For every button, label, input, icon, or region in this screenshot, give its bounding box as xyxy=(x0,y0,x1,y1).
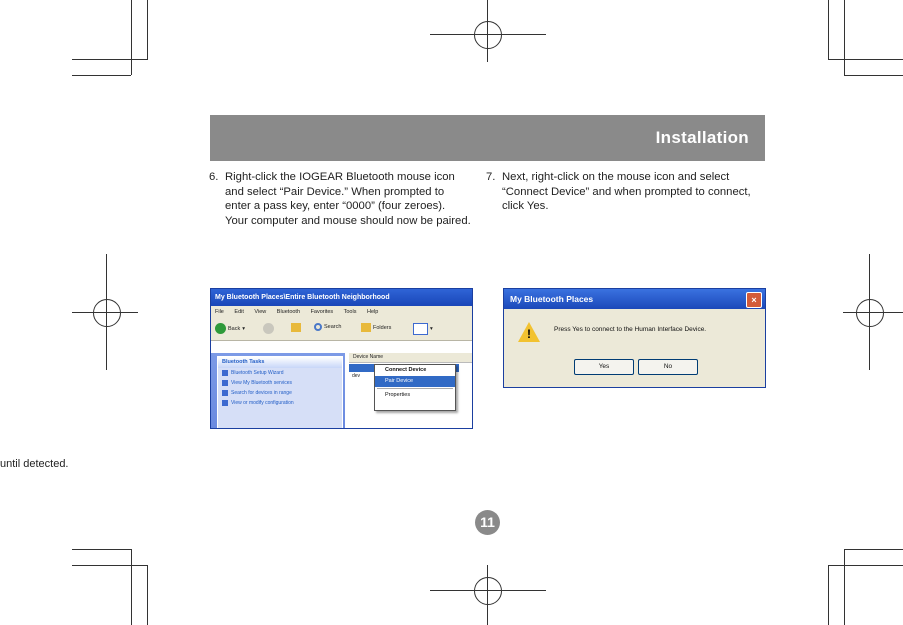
context-menu xyxy=(374,364,456,411)
crop-mark xyxy=(72,59,147,60)
crop-mark xyxy=(828,59,903,60)
up-folder-button xyxy=(291,323,301,332)
bluetooth-tasks-box xyxy=(217,356,343,429)
chevron-down-icon: ▾ xyxy=(242,325,245,332)
folders-button: Folders xyxy=(361,323,391,332)
crop-mark xyxy=(844,0,845,75)
registration-circle xyxy=(93,299,121,327)
chevron-down-icon: ▾ xyxy=(430,326,433,332)
tasks-title: Bluetooth Tasks xyxy=(218,357,342,368)
task-pane xyxy=(211,353,345,429)
back-button: Back ▾ xyxy=(215,323,245,334)
crop-mark xyxy=(72,75,131,76)
task-item: View or modify configuration xyxy=(218,398,342,408)
menu-separator xyxy=(377,388,453,389)
views-button xyxy=(413,323,433,335)
search-devices-icon xyxy=(222,390,228,396)
crop-mark xyxy=(828,565,829,625)
facing-page-text: until detected. xyxy=(0,458,69,470)
exclamation-icon: ! xyxy=(527,327,531,341)
crop-mark xyxy=(72,565,147,566)
menu-bluetooth: Bluetooth xyxy=(276,309,301,315)
no-button: No xyxy=(638,359,698,375)
page-number: 11 xyxy=(475,510,500,535)
registration-circle xyxy=(474,21,502,49)
step-6 xyxy=(209,170,494,230)
configuration-icon xyxy=(222,400,228,406)
crop-mark xyxy=(844,75,903,76)
folder-icon xyxy=(361,323,371,332)
wizard-icon xyxy=(222,370,228,376)
properties-menu-item: Properties xyxy=(385,392,411,398)
connect-device-menu-item: Connect Device xyxy=(385,367,427,373)
menu-help: Help xyxy=(367,309,379,315)
crop-mark xyxy=(828,0,829,60)
crop-mark xyxy=(131,0,132,75)
crop-mark xyxy=(828,565,903,566)
views-icon xyxy=(413,323,428,335)
registration-circle xyxy=(474,577,502,605)
task-item: Search for devices in range xyxy=(218,388,342,398)
yes-button: Yes xyxy=(574,359,634,375)
crop-mark xyxy=(844,549,903,550)
crop-mark xyxy=(147,565,148,625)
forward-icon xyxy=(263,323,274,334)
step-number: 7. xyxy=(486,171,496,183)
menu-file: File xyxy=(215,309,224,315)
menu-bar xyxy=(211,306,472,318)
search-icon xyxy=(314,323,322,331)
dialog-title: My Bluetooth Places × xyxy=(504,289,765,309)
step-text: Right-click the IOGEAR Bluetooth mouse icon and select “Pair Device.” When prompted to enter a pass key, enter “0000” (four zeroes). Your computer and mouse should now be paired. xyxy=(225,171,471,227)
menu-tools: Tools xyxy=(343,309,357,315)
bluetooth-places-window-screenshot xyxy=(210,288,473,429)
back-icon xyxy=(215,323,226,334)
section-title: Installation xyxy=(655,128,749,147)
menu-favorites: Favorites xyxy=(310,309,334,315)
menu-view: View xyxy=(254,309,267,315)
step-text: Next, right-click on the mouse icon and select “Connect Device” and when prompted to connect, click Yes. xyxy=(502,171,751,212)
menu-edit: Edit xyxy=(234,309,244,315)
connect-confirmation-dialog-screenshot xyxy=(503,288,766,388)
folder-up-icon xyxy=(291,323,301,332)
pair-device-menu-item: Pair Device xyxy=(375,376,455,387)
forward-button xyxy=(263,323,274,334)
close-icon: × xyxy=(746,292,762,308)
column-header: Device Name xyxy=(349,353,473,363)
crop-mark xyxy=(131,549,132,625)
window-title: My Bluetooth Places\Entire Bluetooth Neighborhood xyxy=(211,289,472,306)
search-button: Search xyxy=(314,323,341,331)
crop-mark xyxy=(147,0,148,60)
step-number: 6. xyxy=(209,171,219,183)
crop-mark xyxy=(72,549,131,550)
device-row: dev xyxy=(352,373,361,379)
registration-circle xyxy=(856,299,884,327)
section-header xyxy=(210,115,765,161)
crop-mark xyxy=(844,549,845,625)
dialog-message: Press Yes to connect to the Human Interface Device. xyxy=(554,326,707,333)
task-item: Bluetooth Setup Wizard xyxy=(218,368,342,378)
toolbar xyxy=(211,318,472,341)
step-7 xyxy=(486,170,771,230)
task-item: View My Bluetooth services xyxy=(218,378,342,388)
services-icon xyxy=(222,380,228,386)
